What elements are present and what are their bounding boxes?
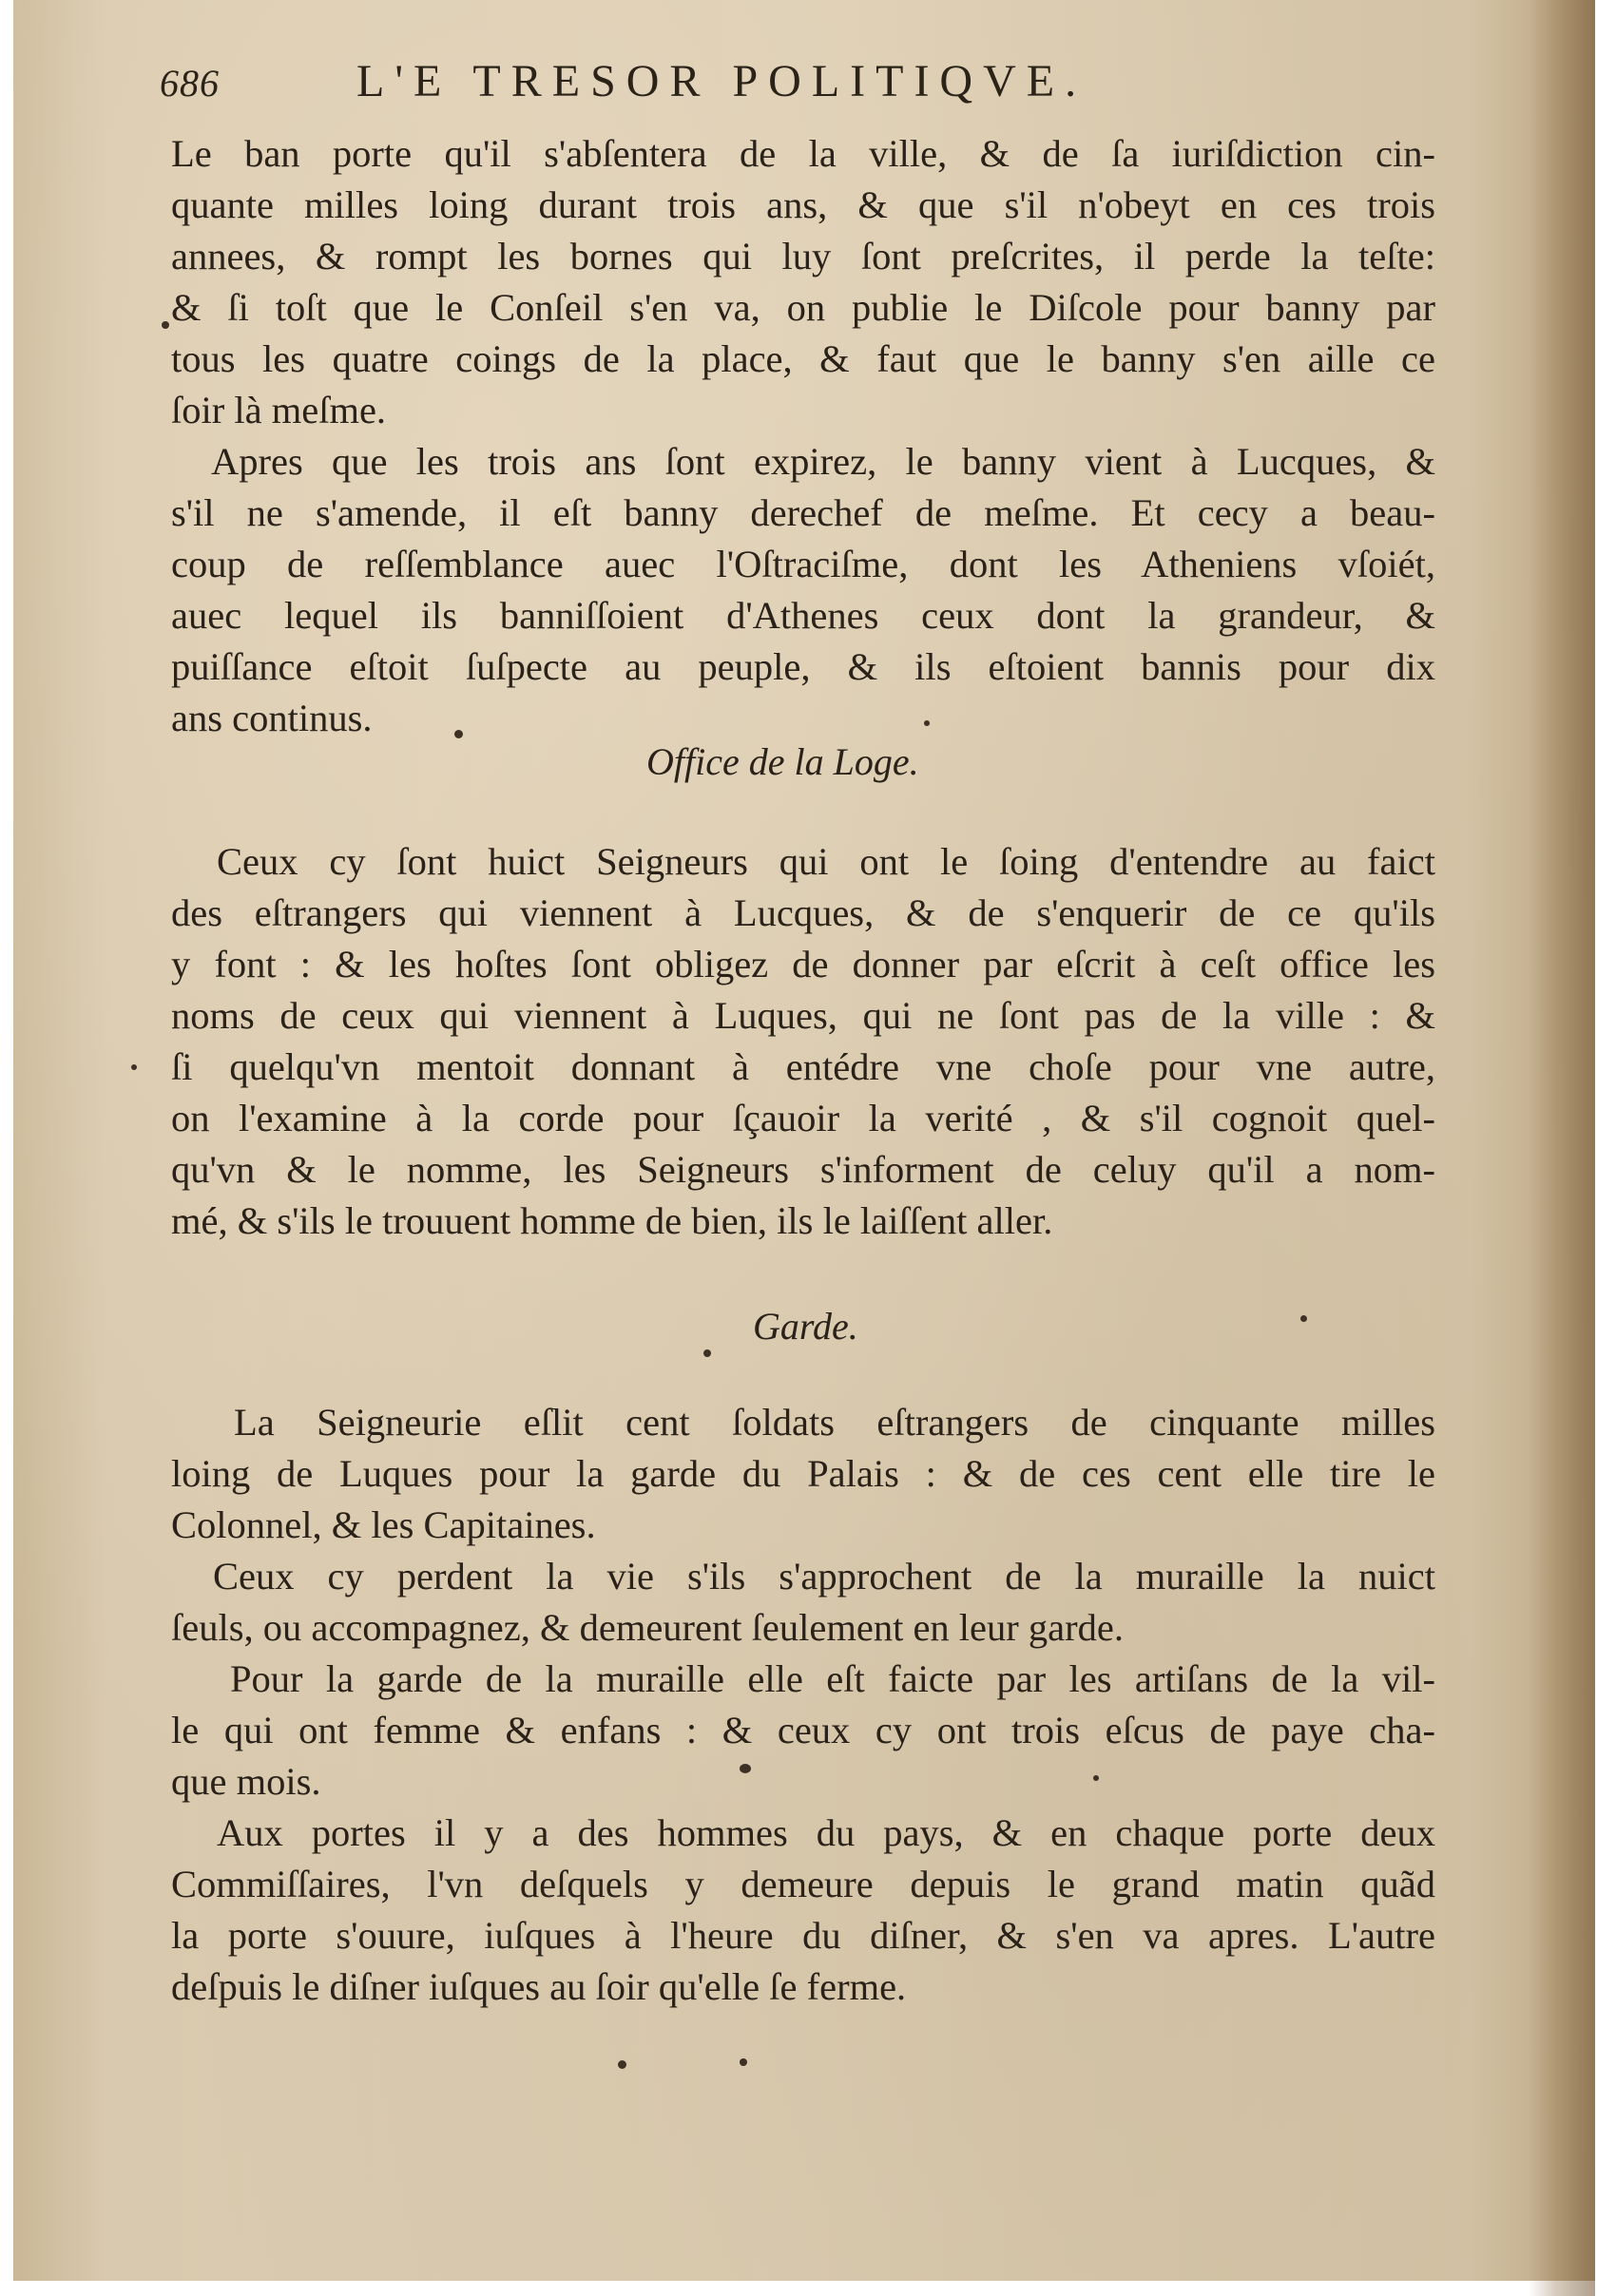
text-line: s'il ne s'amende, il eſt banny derechef de meſme. Et cecy a beau- <box>171 491 1435 534</box>
text-line: deſpuis le diſner iuſques au ſoir qu'elle ſe ferme. <box>171 1965 907 2008</box>
ink-speck <box>162 321 169 329</box>
text-line: Colonnel, & les Capitaines. <box>171 1503 596 1546</box>
text-line: mé, & s'ils le trouuent homme de bien, ils le laiſſent aller. <box>171 1199 1053 1242</box>
text-line: ſi quelqu'vn mentoit donnant à entédre vne choſe pour vne autre, <box>171 1045 1435 1088</box>
page-gutter-shadow <box>1529 0 1595 2296</box>
ink-speck <box>131 1064 137 1070</box>
text-line: auec lequel ils banniſſoient d'Athenes ceux dont la grandeur, & <box>171 594 1435 637</box>
text-line: ſeuls, ou accompagnez, & demeurent ſeulement en leur garde. <box>171 1606 1124 1649</box>
text-line: des eſtrangers qui viennent à Lucques, & de s'enquerir de ce qu'ils <box>171 891 1435 934</box>
text-line: la porte s'ouure, iuſques à l'heure du diſner, & s'en va apres. L'autre <box>171 1914 1435 1957</box>
text-line: Ceux cy ſont huict Seigneurs qui ont le ſoing d'entendre au faict <box>217 840 1435 883</box>
text-line: puiſſance eſtoit ſuſpecte au peuple, & ils eſtoient bannis pour dix <box>171 645 1435 688</box>
text-line: Aux portes il y a des hommes du pays, & en chaque porte deux <box>217 1811 1435 1854</box>
ink-speck <box>924 720 930 726</box>
running-head <box>152 55 1293 122</box>
text-line: que mois. <box>171 1760 321 1803</box>
text-line: coup de reſſemblance auec l'Oſtraciſme, dont les Atheniens vſoiét, <box>171 543 1435 585</box>
section-heading-office-de-la-loge: Office de la Loge. <box>646 740 919 783</box>
text-line: La Seigneurie eſlit cent ſoldats eſtrangers de cinquante milles <box>234 1401 1435 1444</box>
text-line: & ſi toſt que le Conſeil s'en va, on publie le Diſcole pour banny par <box>171 286 1435 329</box>
text-line: Ceux cy perdent la vie s'ils s'approchent de la muraille la nuict <box>213 1555 1435 1598</box>
text-line: Apres que les trois ans ſont expirez, le banny vient à Lucques, & <box>211 440 1435 483</box>
book-title: L'E TRESOR POLITIQVE. <box>356 56 1087 106</box>
text-line: quante milles loing durant trois ans, & que s'il n'obeyt en ces trois <box>171 183 1435 226</box>
text-line: y font : & les hoſtes ſont obligez de donner par eſcrit à ceſt office les <box>171 943 1435 985</box>
text-line: ans continus. <box>171 697 373 739</box>
text-line: annees, & rompt les bornes qui luy ſont preſcrites, il perde la teſte: <box>171 235 1435 277</box>
text-line: Commiſſaires, l'vn deſquels y demeure depuis le grand matin quãd <box>171 1863 1435 1905</box>
ink-speck <box>618 2060 626 2069</box>
ink-speck <box>740 2058 747 2066</box>
text-line: ſoir là meſme. <box>171 389 387 431</box>
page-number: 686 <box>160 62 220 105</box>
ink-speck <box>1093 1775 1099 1781</box>
text-line: tous les quatre coings de la place, & faut que le banny s'en aille ce <box>171 337 1435 380</box>
text-line: loing de Luques pour la garde du Palais : & de ces cent elle tire le <box>171 1452 1435 1495</box>
ink-speck <box>1300 1315 1307 1322</box>
text-line: Pour la garde de la muraille elle eſt faicte par les artiſans de la vil- <box>230 1657 1435 1700</box>
ink-speck <box>703 1349 711 1357</box>
text-line: on l'examine à la corde pour ſçauoir la verité , & s'il cognoit quel- <box>171 1097 1435 1139</box>
ink-speck <box>740 1764 751 1773</box>
text-line: le qui ont femme & enfans : & ceux cy ont trois eſcus de paye cha- <box>171 1709 1435 1751</box>
section-heading-garde: Garde. <box>753 1305 858 1348</box>
text-line: Le ban porte qu'il s'abſentera de la ville, & de ſa iuriſdiction cin- <box>171 132 1435 175</box>
text-line: qu'vn & le nomme, les Seigneurs s'informent de celuy qu'il a nom- <box>171 1148 1435 1191</box>
ink-speck <box>454 730 463 738</box>
text-line: noms de ceux qui viennent à Luques, qui ne ſont pas de la ville : & <box>171 994 1435 1037</box>
